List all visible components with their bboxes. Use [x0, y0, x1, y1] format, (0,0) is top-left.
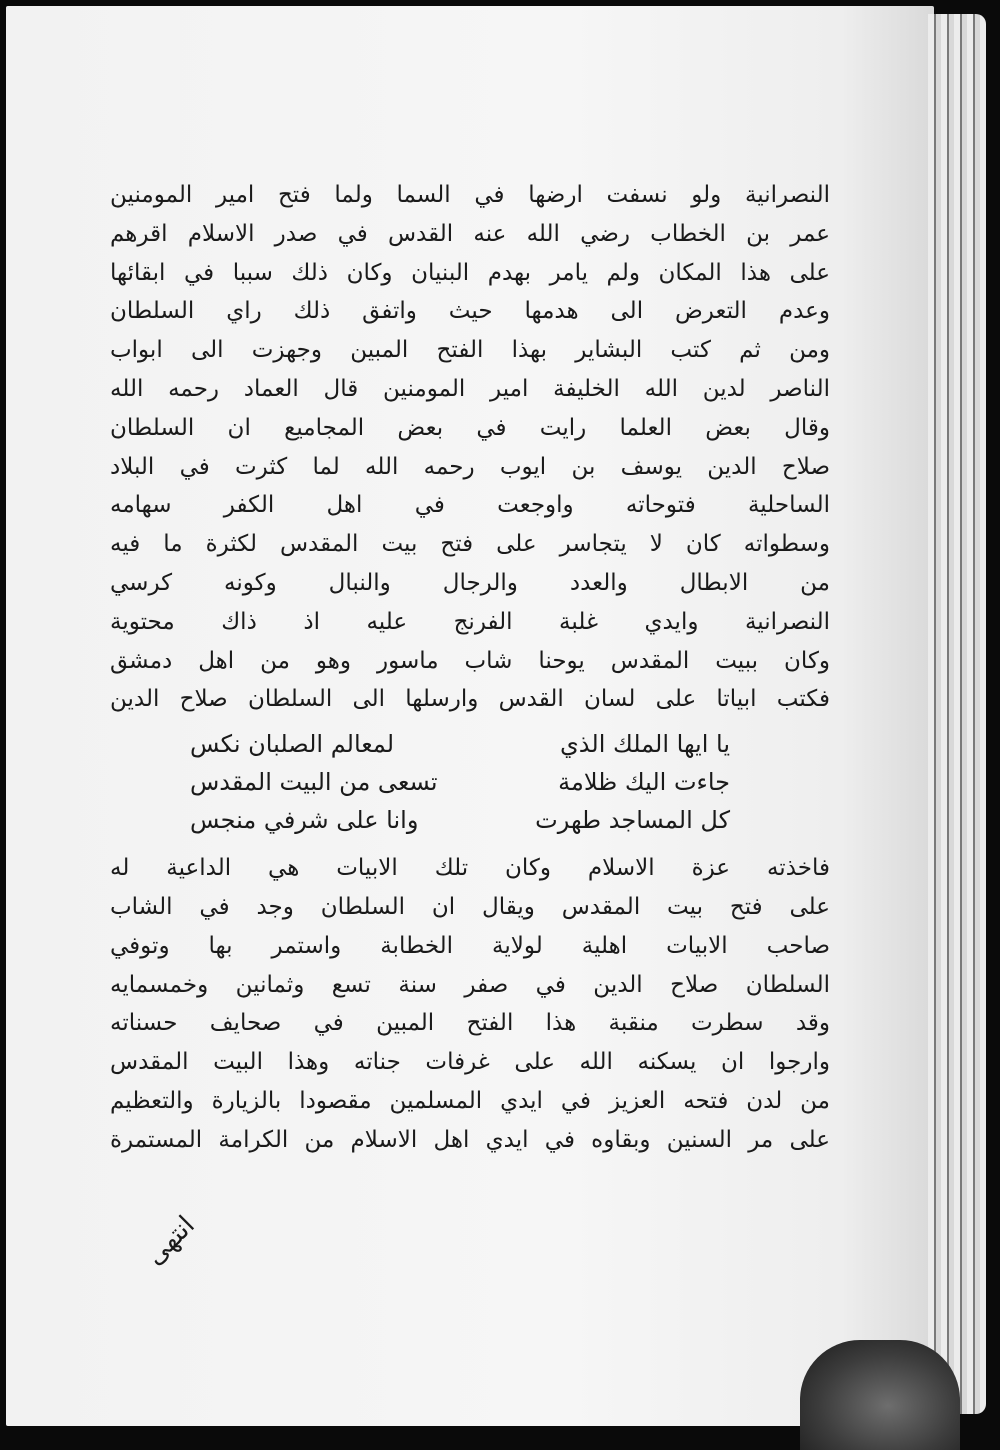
text-line: وعدم التعرض الى هدمها حيث واتفق ذلك راي السلطان	[110, 298, 830, 325]
text-line: وقد سطرت منقبة هذا الفتح المبين في صحايف حسناته	[110, 1010, 830, 1037]
text-line: وسطواته كان لا يتجاسر على فتح بيت المقدس لكثرة ما فيه	[110, 531, 830, 558]
text-line: وكان ببيت المقدس يوحنا شاب ماسور وهو من اهل دمشق	[110, 647, 830, 674]
text-line: ومن ثم كتب البشاير بهذا الفتح المبين وجهزت الى ابواب	[110, 337, 830, 364]
thumb	[800, 1340, 960, 1450]
manuscript-text	[110, 176, 830, 1160]
text-line: على هذا المكان ولم يامر بهدم البنيان وكان ذلك سببا في ابقائها	[110, 259, 830, 286]
verse-first-hemistich: جاءت اليك ظلامة	[558, 768, 730, 797]
verse-first-hemistich: يا ايها الملك الذي	[560, 730, 730, 759]
text-line: النصرانية ولو نسفت ارضها في السما ولما فتح امير المومنين	[110, 182, 830, 208]
text-line: الساحلية فتوحاته واوجعت في اهل الكفر سهامه	[110, 492, 830, 519]
verse-first-hemistich: كل المساجد طهرت	[535, 806, 730, 835]
verse-line	[190, 763, 730, 801]
text-line: صلاح الدين يوسف بن ايوب رحمه الله لما كثرت في البلاد	[110, 453, 830, 480]
text-line: عمر بن الخطاب رضي الله عنه القدس في صدر الاسلام اقرهم	[110, 220, 830, 247]
text-line: النصرانية وايدي غلبة الفرنج عليه اذ ذاك محتوية	[110, 608, 830, 635]
text-line: السلطان صلاح الدين في صفر سنة تسع وثمانين وخمسمايه	[110, 971, 830, 998]
text-line: من لدن فتحه العزيز في ايدي المسلمين مقصودا بالزيارة والتعظيم	[110, 1087, 830, 1114]
verse-second-hemistich: لمعالم الصلبان نكس	[190, 730, 395, 759]
text-line: وارجوا ان يسكنه الله على غرفات جناته وهذا البيت المقدس	[110, 1049, 830, 1076]
verse-block	[110, 725, 830, 839]
marginal-note: انتهى	[140, 1210, 201, 1272]
text-line: من الابطال والعدد والرجال والنبال وكونه كرسي	[110, 569, 830, 596]
text-line: وقال بعض العلما رايت في بعض المجاميع ان السلطان	[110, 414, 830, 441]
verse-second-hemistich: تسعى من البيت المقدس	[190, 768, 438, 797]
page-edges	[928, 14, 986, 1414]
text-line: الناصر لدين الله الخليفة امير المومنين قال العماد رحمه الله	[110, 375, 830, 402]
verse-second-hemistich: وانا على شرفي منجس	[190, 806, 419, 835]
text-line: فكتب ابياتا على لسان القدس وارسلها الى السلطان صلاح الدين	[110, 686, 830, 713]
text-line: على مر السنين وبقاوه في ايدي اهل الاسلام من الكرامة المستمرة	[110, 1126, 830, 1153]
text-line: على فتح بيت المقدس ويقال ان السلطان وجد في الشاب	[110, 893, 830, 920]
text-line: فاخذته عزة الاسلام وكان تلك الابيات هي الداعية له	[110, 855, 830, 882]
verse-line	[190, 801, 730, 839]
text-line: صاحب الابيات اهلية لولاية الخطابة واستمر بها وتوفي	[110, 932, 830, 959]
verse-line	[190, 725, 730, 763]
